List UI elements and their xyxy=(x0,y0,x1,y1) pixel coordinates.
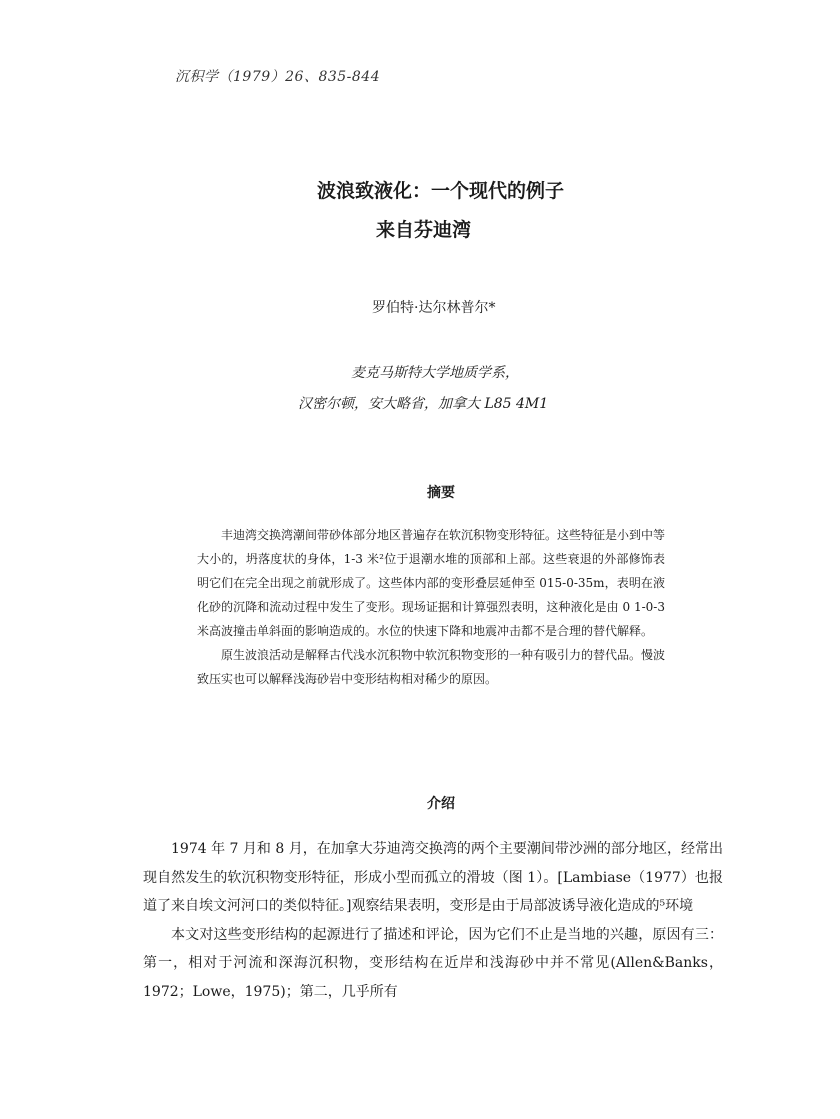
journal-reference: 沉积学（1979）26、835-844 xyxy=(175,69,381,85)
author-name: 罗伯特·达尔林普尔* xyxy=(372,300,496,316)
paper-title-line-2: 来自芬迪湾 xyxy=(376,219,472,241)
paper-title-line-1: 波浪致液化：一个现代的例子 xyxy=(317,180,565,202)
abstract-body xyxy=(197,523,665,691)
affiliation-line-2: 汉密尔顿，安大略省，加拿大 L85 4M1 xyxy=(298,396,549,412)
introduction-body xyxy=(143,835,723,1006)
abstract-paragraph: 丰迪湾交换湾潮间带砂体部分地区普遍存在软沉积物变形特征。这些特征是小到中等大小的，坍落度状的身体，1-3 米²位于退潮水堆的顶部和上部。这些衰退的外部修饰表明它们在完全出现之前就形成了。这些体内部的变形叠层延伸至 015-0-35m，表明在液化砂的沉降和流动过程中发生了变形。现场证据和计算强烈表明，这种液化是由 0 1-0-3 米高波撞击单斜面的影响造成的。水位的快速下降和地震冲击都不是合理的替代解释。 xyxy=(197,528,666,638)
introduction-paragraph: 本文对这些变形结构的起源进行了描述和评论，因为它们不止是当地的兴趣，原因有三：第一，相对于河流和深海沉积物，变形结构在近岸和浅海砂中并不常见(Allen&Banks，1972；Lowe，1975)；第二，几乎所有 xyxy=(143,926,723,1000)
abstract-heading: 摘要 xyxy=(427,485,455,501)
abstract-paragraph: 原生波浪活动是解释古代浅水沉积物中软沉积物变形的一种有吸引力的替代品。慢波致压实也可以解释浅海砂岩中变形结构相对稀少的原因。 xyxy=(197,648,666,686)
introduction-heading: 介绍 xyxy=(427,796,455,812)
introduction-paragraph: 1974 年 7 月和 8 月，在加拿大芬迪湾交换湾的两个主要潮间带沙洲的部分地区，经常出现自然发生的软沉积物变形特征，形成小型而孤立的滑坡（图 1）。[Lambiase（1977）也报道了来自埃文河河口的类似特征。]观察结果表明，变形是由于局部波诱导液化造成的⁵环境 xyxy=(143,841,723,914)
affiliation-line-1: 麦克马斯特大学地质学系， xyxy=(351,365,519,381)
